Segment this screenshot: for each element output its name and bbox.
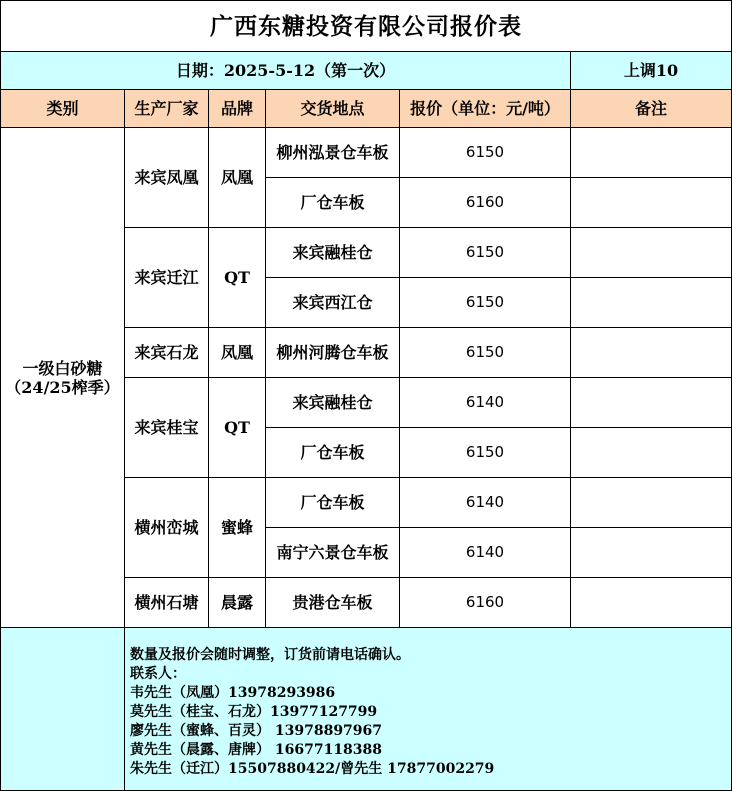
price-cell: 6150 [400,228,571,278]
notes-block [125,628,732,791]
notes-disclaimer: 数量及报价会随时调整，订货前请电话确认。 [130,647,410,663]
category-name: 一级白砂糖 [22,358,103,378]
brand-cell: 凤凰 [209,328,266,378]
delivery-cell: 来宾西江仓 [266,278,400,328]
category-cell [0,128,125,628]
price-cell: 6150 [400,278,571,328]
remark-cell [571,328,732,378]
footer-left-cell [0,628,125,791]
remark-cell [571,528,732,578]
price-cell: 6140 [400,528,571,578]
manufacturer-cell: 来宾凤凰 [125,128,209,228]
delivery-cell: 厂仓车板 [266,428,400,478]
remark-cell [571,278,732,328]
brand-cell: 晨露 [209,578,266,628]
remark-cell [571,128,732,178]
category-season: （24/25榨季） [5,377,120,397]
manufacturer-cell: 来宾桂宝 [125,378,209,478]
price-cell: 6150 [400,328,571,378]
sheet-title: 广西东糖投资有限公司报价表 [0,0,732,52]
header-delivery: 交货地点 [266,90,400,128]
brand-cell: 蜜蜂 [209,478,266,578]
manufacturer-cell: 横州石塘 [125,578,209,628]
delivery-cell: 厂仓车板 [266,178,400,228]
date-cell: 日期：2025-5-12（第一次） [0,52,571,90]
price-cell: 6150 [400,428,571,478]
contact-line: 廖先生（蜜蜂、百灵） 13978897967 [130,723,383,739]
remark-cell [571,478,732,528]
delivery-cell: 贵港仓车板 [266,578,400,628]
contact-line: 黄先生（晨露、唐牌） 16677118388 [130,742,383,758]
price-cell: 6140 [400,478,571,528]
delivery-cell: 柳州河腾仓车板 [266,328,400,378]
delivery-cell: 来宾融桂仓 [266,378,400,428]
manufacturer-cell: 来宾迁江 [125,228,209,328]
remark-cell [571,428,732,478]
price-cell: 6160 [400,178,571,228]
price-cell: 6140 [400,378,571,428]
manufacturer-cell: 横州峦城 [125,478,209,578]
adjust-cell: 上调10 [571,52,732,90]
delivery-cell: 来宾融桂仓 [266,228,400,278]
header-category: 类别 [0,90,125,128]
delivery-cell: 南宁六景仓车板 [266,528,400,578]
delivery-cell: 厂仓车板 [266,478,400,528]
price-cell: 6150 [400,128,571,178]
brand-cell: QT [209,378,266,478]
remark-cell [571,578,732,628]
header-manufacturer: 生产厂家 [125,90,209,128]
contact-line: 韦先生（凤凰）13978293986 [130,685,336,701]
header-price: 报价（单位：元/吨） [400,90,571,128]
notes-contacts-label: 联系人： [130,666,186,682]
contact-line: 朱先生（迁江）15507880422/曾先生 17877002279 [130,761,495,777]
header-remark: 备注 [571,90,732,128]
remark-cell [571,378,732,428]
remark-cell [571,228,732,278]
remark-cell [571,178,732,228]
header-brand: 品牌 [209,90,266,128]
manufacturer-cell: 来宾石龙 [125,328,209,378]
delivery-cell: 柳州泓景仓车板 [266,128,400,178]
brand-cell: QT [209,228,266,328]
brand-cell: 凤凰 [209,128,266,228]
price-cell: 6160 [400,578,571,628]
contact-line: 莫先生（桂宝、石龙）13977127799 [130,704,378,720]
